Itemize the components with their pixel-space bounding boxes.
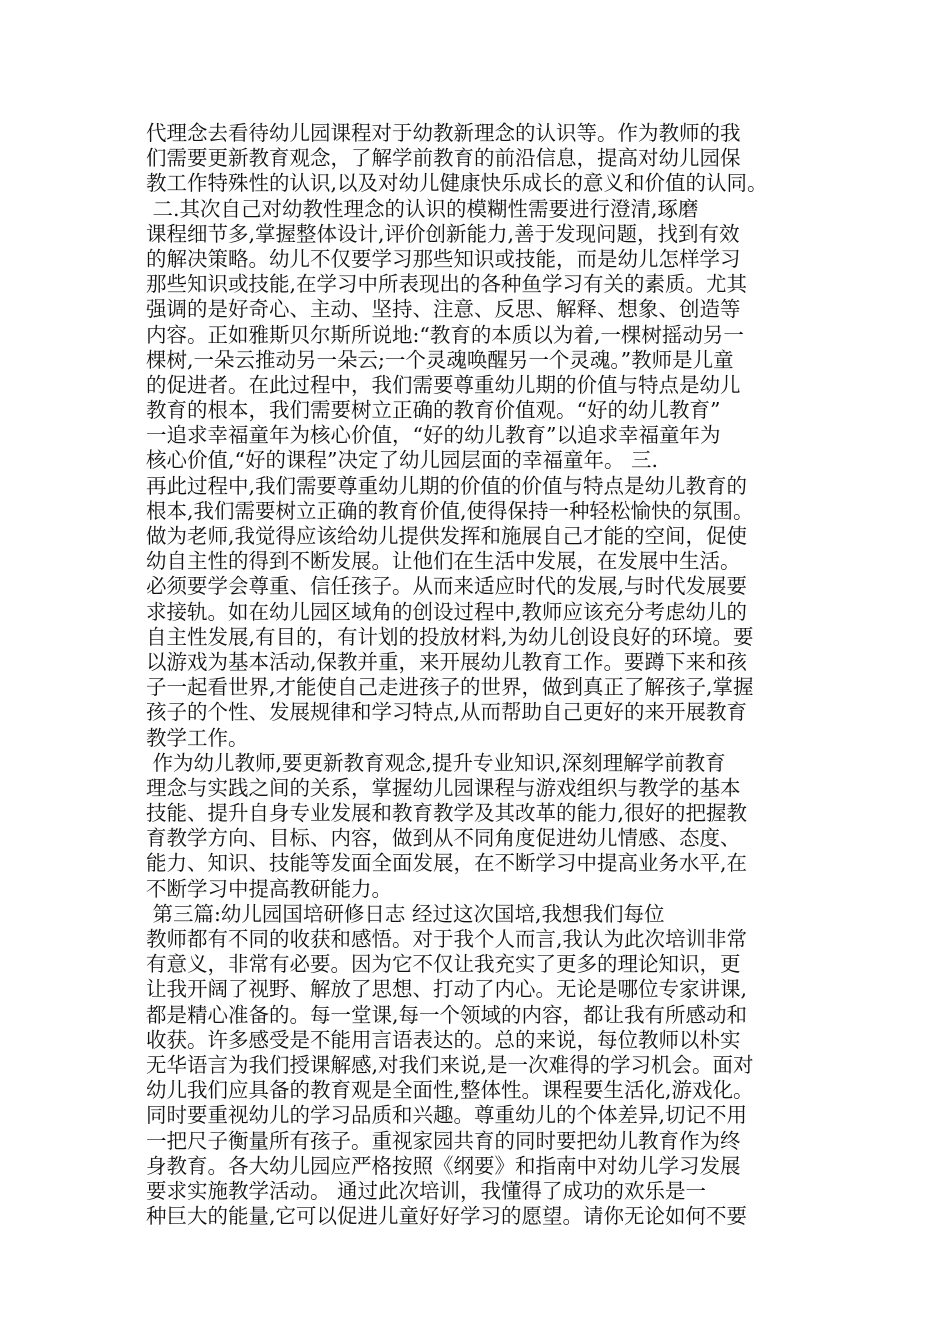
text-line: 再此过程中,我们需要尊重幼儿期的价值的价值与特点是幼儿教育的 xyxy=(146,473,748,498)
text-line: 代理念去看待幼儿园课程对于幼教新理念的认识等。作为教师的我 xyxy=(146,121,741,145)
text-line: 求接轨。如在幼儿园区域角的创设过程中,教师应该充分考虑幼儿的 xyxy=(146,599,748,624)
text-line: 以游戏为基本活动,保教并重，来开展幼儿教育工作。要蹲下来和孩 xyxy=(146,649,748,674)
text-line: 幼自主性的得到不断发展。让他们在生活中发展，在发展中生活。 xyxy=(146,549,741,574)
text-line: 幼儿我们应具备的教育观是全面性,整体性。课程要生活化,游戏化。 xyxy=(146,1078,754,1103)
text-line: 让我开阔了视野、解放了思想、打动了内心。无论是哪位专家讲课, xyxy=(146,977,748,1002)
text-line: 身教育。各大幼儿园应严格按照《纲要》和指南中对幼儿学习发展 xyxy=(146,1153,741,1178)
text-line: 孩子的个性、发展规律和学习特点,从而帮助自己更好的来开展教育 xyxy=(146,700,748,725)
text-line: ￼ 作为幼儿教师,要更新教育观念,提升专业知识,深刻理解学前教育 xyxy=(146,750,726,775)
text-line: 技能、提升自身专业发展和教育教学及其改革的能力,很好的把握教 xyxy=(146,801,748,826)
text-line: 棵树,一朵云推动另一朵云;一个灵魂唤醒另一个灵魂。”教师是儿童 xyxy=(146,347,734,372)
text-line: 种巨大的能量,它可以促进儿童好好学习的愿望。请你无论如何不要 xyxy=(146,1204,748,1229)
text-line: 都是精心准备的。每一堂课,每一个领域的内容，都让我有所感动和 xyxy=(146,1002,748,1027)
text-line: 的解决策略。幼儿不仅要学习那些知识或技能，而是幼儿怎样学习 xyxy=(146,246,741,271)
text-line: 要求实施教学活动。￼ 通过此次培训，我懂得了成功的欢乐是一 xyxy=(146,1178,707,1203)
text-line: ￼ 第三篇:幼儿园国培研修日志￼ 经过这次国培,我想我们每位 xyxy=(146,901,665,926)
text-line: 那些知识或技能,在学习中所表现出的各种鱼学习有关的素质。尤其 xyxy=(146,272,748,297)
text-line: 子一起看世界,才能使自己走进孩子的世界，做到真正了解孩子,掌握 xyxy=(146,675,754,700)
text-line: 必须要学会尊重、信任孩子。从而来适应时代的发展,与时代发展要 xyxy=(146,574,748,599)
text-line: 根本,我们需要树立正确的教育价值,使得保持一种轻松愉快的氛围。 xyxy=(146,498,754,523)
text-line: 教育的根本，我们需要树立正确的教育价值观。“好的幼儿教育” xyxy=(146,398,721,423)
text-line: 能力、知识、技能等发面全面发展，在不断学习中提高业务水平,在 xyxy=(146,851,748,876)
text-line: 不断学习中提高教研能力。￼ xyxy=(146,876,392,901)
text-line: 内容。正如雅斯贝尔斯所说地:“教育的本质以为着,一棵树摇动另一 xyxy=(146,322,744,347)
text-line: 课程细节多,掌握整体设计,评价创新能力,善于发现问题，找到有效 xyxy=(146,221,740,246)
text-line: 教师都有不同的收获和感悟。对于我个人而言,我认为此次培训非常 xyxy=(146,927,748,951)
text-line: 教学工作。 xyxy=(146,725,249,750)
text-line: 育教学方向、目标、内容，做到从不同角度促进幼儿情感、态度、 xyxy=(146,826,741,851)
text-line: 们需要更新教育观念，了解学前教育的前沿信息，提高对幼儿园保 xyxy=(146,146,741,171)
text-line: 的促进者。在此过程中，我们需要尊重幼儿期的价值与特点是幼儿 xyxy=(146,372,741,397)
text-line: 教工作特殊性的认识,以及对幼儿健康快乐成长的意义和价值的认同。 xyxy=(146,171,768,196)
text-line: 理念与实践之间的关系，掌握幼儿园课程与游戏组织与教学的基本 xyxy=(146,775,741,800)
text-line: 核心价值,“好的课程”决定了幼儿园层面的幸福童年。￼ 三. xyxy=(146,448,659,473)
text-line: 收获。许多感受是不能用言语表达的。总的来说，每位教师以朴实 xyxy=(146,1027,741,1052)
text-line: 同时要重视幼儿的学习品质和兴趣。尊重幼儿的个体差异,切记不用 xyxy=(146,1103,748,1128)
body-text xyxy=(146,121,810,1229)
text-line: 一把尺子衡量所有孩子。重视家园共育的同时要把幼儿教育作为终 xyxy=(146,1128,741,1153)
text-line: 有意义，非常有必要。因为它不仅让我充实了更多的理论知识，更 xyxy=(146,952,741,977)
text-line: 无华语言为我们授课解感,对我们来说,是一次难得的学习机会。面对 xyxy=(146,1052,754,1077)
text-line: 自主性发展,有目的，有计划的投放材料,为幼儿创设良好的环境。要 xyxy=(146,624,754,649)
text-line: ￼ 二.其次自己对幼教性理念的认识的模糊性需要进行澄清,琢磨 xyxy=(146,196,699,221)
text-line: 做为老师,我觉得应该给幼儿提供发挥和施展自己才能的空间，促使 xyxy=(146,524,748,548)
text-line: 强调的是好奇心、主动、坚持、注意、反思、解释、想象、创造等 xyxy=(146,297,741,322)
text-line: 一追求幸福童年为核心价值，“好的幼儿教育”以追求幸福童年为 xyxy=(146,423,721,448)
